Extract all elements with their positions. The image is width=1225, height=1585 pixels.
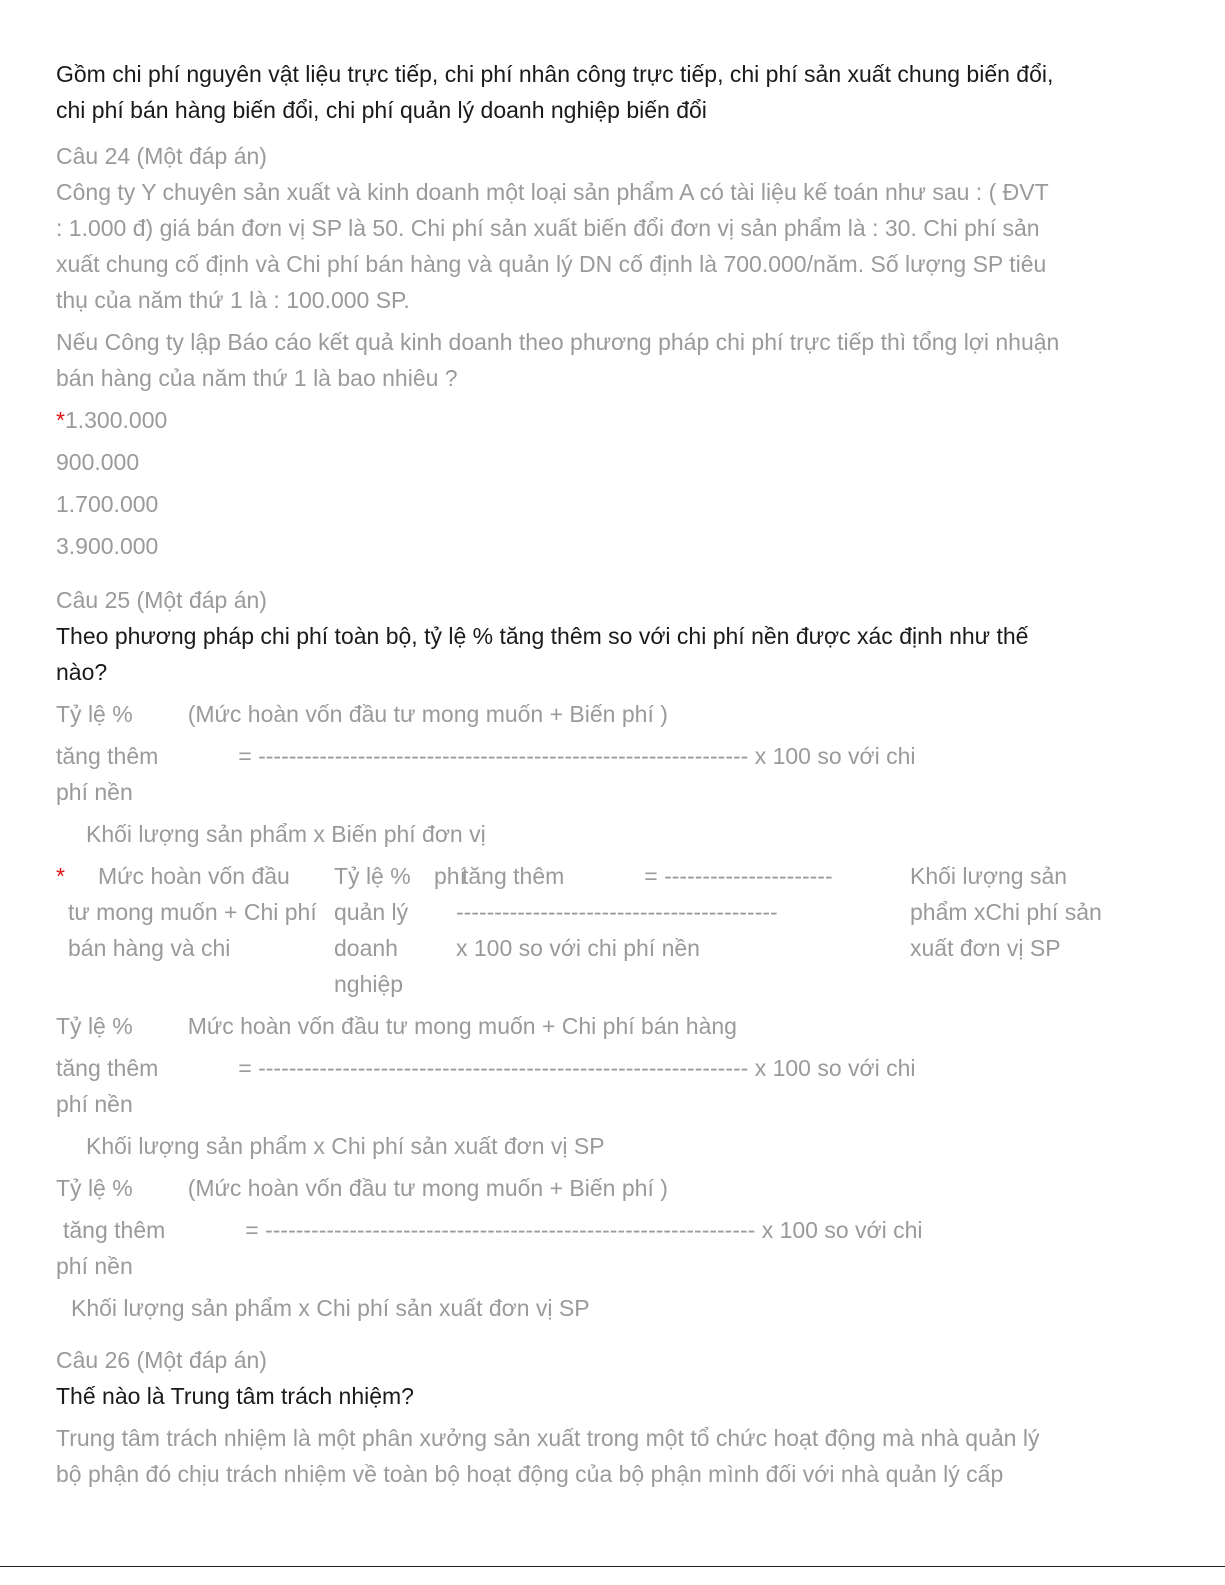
formula-denominator: Khối lượng sản phẩm x Chi phí sản xuất đơn vị SP	[86, 1133, 605, 1159]
question-24	[56, 138, 1166, 564]
answer-option[interactable]	[56, 696, 1166, 852]
formula-label: phí nền	[56, 1253, 133, 1279]
formula-label: Tỷ lệ %	[56, 1013, 133, 1039]
intro-answer-text	[56, 56, 1166, 128]
question-title: Câu 25 (Một đáp án)	[56, 587, 267, 613]
correct-answer-marker: *	[56, 407, 65, 433]
intro-line: Gồm chi phí nguyên vật liệu trực tiếp, chi phí nhân công trực tiếp, chi phí sản xuất chung biến đổi,	[56, 61, 1054, 87]
question-title: Câu 24 (Một đáp án)	[56, 143, 267, 169]
prompt-line: bán hàng của năm thứ 1 là bao nhiêu ?	[56, 365, 458, 391]
answer-option[interactable]	[56, 858, 1166, 1002]
option-label: 3.900.000	[56, 533, 159, 559]
formula-numerator: (Mức hoàn vốn đầu tư mong muốn + Biến phí )	[187, 1175, 668, 1201]
prompt-line: Theo phương pháp chi phí toàn bộ, tỷ lệ % tăng thêm so với chi phí nền được xác định như thế	[56, 623, 1029, 649]
answer-line: Trung tâm trách nhiệm là một phân xưởng sản xuất trong một tổ chức hoạt động mà nhà quản lý	[56, 1425, 1040, 1451]
formula-label: tăng thêm	[462, 863, 565, 889]
answer-option[interactable]	[56, 1420, 1166, 1492]
answer-options	[56, 402, 1166, 564]
answer-option[interactable]	[56, 486, 1166, 522]
formula-fraction-line: ------------------------------------------	[456, 899, 778, 925]
formula-label: Tỷ lệ %	[56, 701, 133, 727]
formula-label: tăng thêm	[56, 743, 159, 769]
formula-label: phí nền	[56, 1091, 133, 1117]
option-label: 900.000	[56, 449, 140, 475]
question-25	[56, 582, 1166, 1326]
formula-label: x 100 so với chi phí nền	[456, 935, 700, 961]
question-title: Câu 26 (Một đáp án)	[56, 1347, 267, 1373]
document-page	[56, 56, 1166, 1492]
prompt-line: nào?	[56, 659, 108, 685]
correct-answer-marker: *	[56, 863, 65, 889]
question-26	[56, 1342, 1166, 1492]
formula-fraction-line: = ---------------------------------------------------------------- x 100 so với chi	[238, 1055, 916, 1081]
formula-numerator: (Mức hoàn vốn đầu tư mong muốn + Biến phí )	[187, 701, 668, 727]
body-line: thụ của năm thứ 1 là : 100.000 SP.	[56, 287, 410, 313]
formula-label: tăng thêm	[56, 1055, 159, 1081]
formula-fraction-line: = ----------------------	[644, 863, 833, 889]
formula-fraction-line: = ---------------------------------------------------------------- x 100 so với chi	[245, 1217, 923, 1243]
option-label: 1.700.000	[56, 491, 159, 517]
answer-option[interactable]	[56, 1008, 1166, 1164]
formula-label: Tỷ lệ % quản lý doanh nghiệp	[334, 863, 411, 997]
option-label: 1.300.000	[64, 407, 168, 433]
body-line: : 1.000 đ) giá bán đơn vị SP là 50. Chi phí sản xuất biến đổi đơn vị sản phẩm là : 30. Chi phí sản	[56, 215, 1040, 241]
option-col-1	[56, 858, 334, 1002]
intro-line: chi phí bán hàng biến đổi, chi phí quản lý doanh nghiệp biến đổi	[56, 97, 707, 123]
formula-label: Tỷ lệ %	[56, 1175, 133, 1201]
formula-numerator: Mức hoàn vốn đầu tư mong muốn + Chi phí bán hàng	[187, 1013, 737, 1039]
question-body	[56, 174, 1166, 318]
formula-denominator: Khối lượng sản phẩm x Biến phí đơn vị	[86, 821, 486, 847]
page-bottom-border	[0, 1566, 1225, 1567]
formula-denominator: Khối lượng sản phẩm x Chi phí sản xuất đơn vị SP	[71, 1295, 590, 1321]
formula-numerator: Mức hoàn vốn đầu tư mong muốn + Chi phí bán hàng và chi	[68, 863, 317, 961]
answer-option[interactable]	[56, 444, 1166, 480]
option-col-4	[456, 858, 1166, 1002]
question-prompt	[56, 324, 1166, 396]
question-prompt: Thế nào là Trung tâm trách nhiệm?	[56, 1383, 414, 1409]
body-line: Công ty Y chuyên sản xuất và kinh doanh một loại sản phẩm A có tài liệu kế toán như sau : ( ĐVT	[56, 179, 1049, 205]
formula-denominator: Khối lượng sản phẩm xChi phí sản xuất đơn vị SP	[910, 863, 1102, 961]
answer-option[interactable]	[56, 1170, 1166, 1326]
answer-line: bộ phận đó chịu trách nhiệm về toàn bộ hoạt động của bộ phận mình đối với nhà quản lý cấp	[56, 1461, 1004, 1487]
formula-label: phí	[434, 863, 466, 889]
prompt-line: Nếu Công ty lập Báo cáo kết quả kinh doanh theo phương pháp chi phí trực tiếp thì tổng lợi nhuận	[56, 329, 1060, 355]
formula-label: tăng thêm	[63, 1217, 166, 1243]
answer-option[interactable]	[56, 402, 1166, 438]
formula-label: phí nền	[56, 779, 133, 805]
answer-option[interactable]	[56, 528, 1166, 564]
formula-fraction-line: = ---------------------------------------------------------------- x 100 so với chi	[238, 743, 916, 769]
body-line: xuất chung cố định và Chi phí bán hàng và quản lý DN cố định là 700.000/năm. Số lượng SP tiêu	[56, 251, 1047, 277]
question-prompt	[56, 618, 1166, 690]
